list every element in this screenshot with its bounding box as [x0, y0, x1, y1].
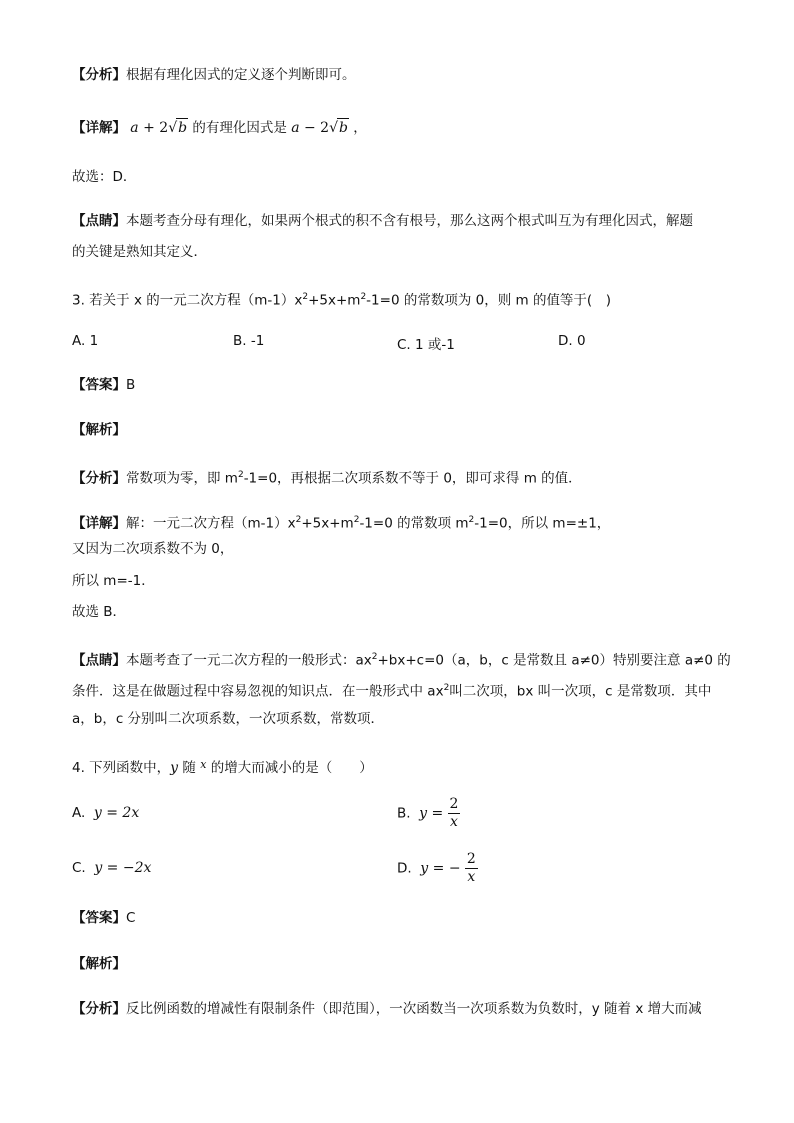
q3-option-c: C. 1 或-1	[397, 337, 455, 353]
q4-explain-tag: 【解析】	[72, 956, 126, 972]
q3-comment-line2: 条件．这是在做题过程中容易忽视的知识点．在一般形式中 $ax^2$叫二次项，bx 叫一次项，c 是常数项．其中	[72, 683, 712, 700]
q2-comment-line1: 【点睛】本题考查分母有理化，如果两个根式的积不含有根号，那么这两个根式叫互为有理化因式，解题	[72, 213, 693, 229]
sqrt-b2: √b	[329, 120, 348, 136]
q3-detail-line4: 故选 B．	[72, 604, 127, 620]
q2-detail-line	[72, 118, 367, 137]
math-a2: a	[291, 120, 300, 136]
sqrt-b: √b	[168, 120, 188, 136]
q4-option-b: B. y = $\frac{2}{x}$	[397, 796, 459, 830]
q2-analysis-text: 根据有理化因式的定义逐个判断即可。	[126, 67, 356, 83]
q2-detail-mid: 的有理化因式是	[188, 120, 292, 136]
q4-answer: 【答案】C	[72, 910, 136, 926]
q4-option-c: C. y = −2x	[72, 860, 152, 876]
q2-choose: 故选：D．	[72, 169, 137, 185]
q3-detail: 【详解】解：一元二次方程$(m-1)x^2+5x+m^2-1=0$ 的常数项 $m^2-1=0$，所以 m=±1，	[72, 515, 611, 532]
q3-comment-line3: a，b，c 分别叫二次项系数，一次项系数，常数项．	[72, 711, 385, 727]
q3-stem: 3. 若关于 x 的一元二次方程$(m-1)x^2+5x+m^2-1=0$ 的常数项为 0，则 m 的值等于( )	[72, 292, 611, 309]
q4-stem: 4. 下列函数中，y 随 $^x$ 的增大而减小的是（ ）	[72, 758, 373, 776]
q3-detail-line3: 所以 m=-1．	[72, 573, 155, 589]
q2-detail-end: ，	[348, 120, 367, 136]
math-a: a	[130, 120, 139, 136]
q3-option-d: D. 0	[558, 333, 586, 349]
q3-explain-tag: 【解析】	[72, 422, 126, 438]
fraction-neg-2-over-x: $\frac{2}{x}$	[466, 851, 476, 885]
q3-analysis: 【分析】常数项为零，即 $m^2-1=0$，再根据二次项系数不等于 0，即可求得 m 的值．	[72, 470, 582, 487]
q3-option-b: B. -1	[233, 333, 265, 349]
q2-comment-line2: 的关键是熟知其定义．	[72, 244, 207, 260]
q3-option-a: A. 1	[72, 333, 99, 349]
q4-option-a: A. y = 2x	[72, 805, 140, 821]
q3-detail-line2: 又因为二次项系数不为 0，	[72, 541, 234, 557]
fraction-2-over-x: $\frac{2}{x}$	[449, 796, 459, 830]
math-plus-2: + 2	[138, 120, 169, 136]
comment-tag: 【点睛】	[72, 213, 126, 229]
analysis-tag: 【分析】	[72, 67, 126, 83]
q3-answer: 【答案】B	[72, 377, 136, 393]
q2-analysis-line	[72, 66, 356, 84]
detail-tag: 【详解】	[72, 120, 126, 136]
q3-comment-line1: 【点睛】本题考查了一元二次方程的一般形式：$ax^2+bx+c=0(a$，b，c 是常数且 a≠0）特别要注意 a≠0 的	[72, 652, 731, 669]
q4-option-d: D. y = − $\frac{2}{x}$	[397, 851, 476, 885]
q4-analysis: 【分析】反比例函数的增减性有限制条件（即范围），一次函数当一次项系数为负数时，y 随着 x 增大而减	[72, 1001, 702, 1017]
math-minus-2: − 2	[299, 120, 330, 136]
